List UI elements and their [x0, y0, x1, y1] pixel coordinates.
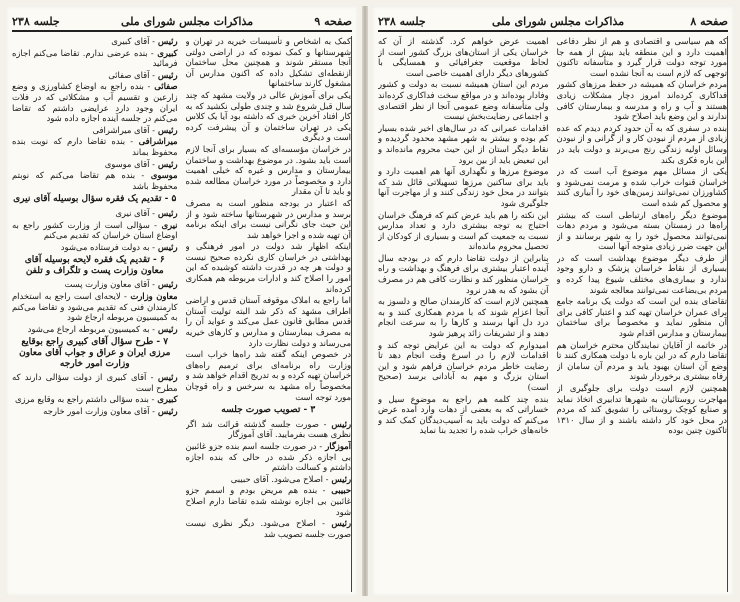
speaker-paragraph — [12, 36, 178, 47]
body-paragraph: مردم خراسان که همیشه در حفظ مرزهای کشور فداکاری کرده‌اند امروز دچار مشکلات زیادی هستند و آب و راه و مدرسه و بیمارستان کافی ندارند و این وضع باید اصلاح شود — [556, 79, 727, 122]
speaker-name: رئیس — [155, 241, 178, 252]
section-heading: ۵ - تقدیم یک فقره سؤال بوسیله آقای نیری — [13, 194, 177, 205]
speech-text: - صورت جلسه گذشته قرائت شد اگر نظری هست بفرمایید. آقای آموزگار — [185, 418, 351, 440]
speaker-paragraph — [186, 419, 352, 440]
speaker-name: رئیس — [155, 406, 178, 416]
speech-text: - آقای میراشرافی — [92, 124, 155, 135]
speaker-name: کبیری — [153, 47, 178, 58]
right-page-header — [378, 12, 728, 32]
speech-text: - آقای صفائی — [108, 69, 155, 80]
speech-text: - سؤالی است از وزارت کشور راجع به اوضاع استان خراسان که تقدیم می‌کنم — [12, 219, 178, 241]
speech-text: - آقای معاون وزارت پست — [64, 279, 155, 290]
text-column-right — [557, 36, 729, 592]
speaker-paragraph — [12, 136, 178, 157]
speaker-paragraph — [12, 242, 178, 253]
speaker-paragraph — [12, 208, 178, 219]
body-paragraph: بنده چند کلمه هم راجع به موضوع سیل و خساراتی که به بعضی از دهات وارد آمده عرض می‌کنم که دولت باید به آسیب‌دیدگان کمک کند و خانه‌های خراب شده را تجدید بنا نماید — [378, 393, 549, 436]
left-page-columns — [12, 36, 352, 592]
speaker-name: میراشرافی — [133, 136, 178, 147]
body-paragraph: اینکه اظهار شد دولت در امور فرهنگی و بهداشتی در خراسان کاری نکرده صحیح نیست و دولت هر چه در قدرت داشته کوشیده که این امور را اصلاح کند و ادارات مربوطه هم همکاری کرده‌اند — [185, 241, 351, 294]
page-title: مذاکرات مجلس شورای ملی — [491, 14, 625, 28]
section-heading: ۶ - تقدیم یک فقره لایحه بوسیله آقای معاون وزارت پست و تلگراف و تلفن — [24, 255, 165, 276]
speech-text: - اصلاح می‌شود. دیگر نظری نیست صورت جلسه تصویب شد — [185, 518, 351, 539]
speaker-name: معاون وزارت — [126, 291, 178, 302]
page-number: صفحه ۹ — [314, 14, 352, 28]
body-paragraph: اهمیت عرض خواهم کرد. گذشته از آن که خراسان یکی از استان‌های بزرگ کشور است از لحاظ موقعیت جغرافیائی و همسایگی با کشورهای دیگر دارای اهمیت خاصی است — [378, 36, 549, 78]
speaker-name: رئیس — [155, 36, 178, 46]
body-paragraph: اما راجع به املاک موقوفه آستان قدس و اراضی اطراف مشهد که ذکر شد البته تولیت آستان قدس مطابق قانون عمل می‌کند و عواید آن را به مصرف بیمارستان و مدارس و کارهای خیریه می‌رساند و دولت نظارت دارد — [185, 295, 351, 348]
body-paragraph: که هم سیاسی و اقتصادی و هم از نظر دفاعی اهمیت دارد و این منطقه باید بیش از همه جا مورد توجه دولت قرار گیرد و متأسفانه تاکنون توجهی که لازم است به آنجا نشده است — [556, 36, 727, 78]
speaker-name: کبیری — [154, 394, 178, 405]
speaker-paragraph — [12, 394, 178, 405]
speech-text: - بنده هم مریض بودم و اسمم جزو غائبین بی اجازه نوشته شده تقاضا دارم اصلاح شود — [185, 485, 351, 517]
speech-text: - به کمیسیون مربوطه ارجاع می‌شود — [27, 323, 155, 334]
body-paragraph: کمک به اشخاص و تأسیسات خیریه در تهران و شهرستانها و کمک نموده که در اراضی دولتی آنجا مستقر شوند و همچنین محل ساختمان ازنقطه‌ای تشکیل داده که اکنون مدارس آن مشغول کارند ساختمانها — [185, 36, 351, 89]
text-column-left — [378, 36, 549, 592]
speaker-paragraph — [12, 406, 178, 417]
speech-text: - بنده هم تقاضا می‌کنم که نوبتم محفوظ باشد — [12, 170, 178, 191]
speaker-paragraph — [186, 485, 352, 517]
speaker-name: صفائی — [150, 81, 178, 92]
speaker-paragraph — [186, 518, 352, 539]
body-paragraph: یکی از مسائل مهم موضوع آب است که در خراسان قنوات خراب شده و مرمت نمی‌شود و کشاورزان نمی‌توانند زمین‌های خود را آبیاری کنند و محصول کم شده است — [556, 166, 727, 208]
speaker-name: رئیس — [328, 473, 351, 484]
body-paragraph: اقدامات عمرانی که در سال‌های اخیر شده بسیار کم بوده و بیشتر به شهر مشهد محدود گردیده و نقاط دیگر استان از این حیث محروم مانده‌اند و این تبعیض باید از بین برود — [378, 122, 549, 165]
body-paragraph: موضوع دیگر راه‌های ارتباطی است که بیشتر راه‌ها در زمستان بسته می‌شود و مردم دهات نمی‌توانند محصول خود را به شهر برسانند و از این جهت ضرر زیادی متوجه آنها است — [556, 209, 727, 252]
section-heading: ۳ - تصویب صورت جلسه — [221, 405, 316, 416]
speaker-paragraph — [12, 324, 178, 335]
body-paragraph: بنده در سفری که به آن حدود کردم دیدم که عده زیادی از مردم از نبودن کار و از گرانی و از نبودن وسائل اولیه زندگی رنج می‌برند و دولت باید در این باره فکری بکند — [556, 122, 727, 165]
speech-text: - لایحه‌ای است راجع به استخدام کارمندان فنی که تقدیم می‌شود و تقاضا می‌کنم به کمیسیون مربوطه ارجاع شود — [12, 291, 178, 323]
speaker-paragraph — [12, 70, 178, 81]
speaker-paragraph — [12, 159, 178, 170]
left-page-header — [12, 12, 352, 32]
body-paragraph: یکی برای آموزش عالی در ولایت مشهد که چند سال قبل شروع شد و چندی طولی نکشید که به کار افتاد آخرین خبری که داشته بود آیا یک کلاس یکی در تهران ساختمان و آن پیشرفت کرده است و دیگری — [185, 89, 351, 143]
speech-text: - بنده سؤالی داشتم راجع به وقایع مرزی — [14, 394, 155, 405]
speaker-name: رئیس — [324, 518, 351, 529]
body-paragraph: همچنین لازم است دولت برای جلوگیری از مهاجرت روستائیان به شهرها تدابیری اتخاذ نماید و صنایع کوچک روستائی را تشویق کند که مردم در محل خود کار داشته باشند و از سال ۱۳۱۰ تاکنون چنین بوده — [556, 383, 727, 436]
speech-text: - آقای معاون وزارت امور خارجه — [43, 406, 155, 416]
right-page-columns — [378, 36, 728, 592]
body-paragraph: امیدوارم که دولت به این عرایض توجه کند و اقدامات لازم را در اسرع وقت انجام دهد تا رضایت خاطر مردم خراسان فراهم شود و این استان بزرگ و مهم به آبادانی برسد (صحیح است) — [378, 339, 549, 392]
speaker-paragraph — [12, 48, 178, 69]
body-paragraph: از طرف دیگر موضوع بهداشت است که در بسیاری از نقاط خراسان پزشک و دارو وجود ندارد و بیماری‌های مختلف شیوع پیدا کرده و مردم بی‌بضاعت نمی‌توانند معالجه شوند — [556, 252, 727, 295]
body-paragraph: این نکته را هم باید عرض کنم که فرهنگ خراسان احتیاج به توجه بیشتری دارد و تعداد مدارس نسبت به جمعیت کم است و بسیاری از کودکان از تحصیل محروم مانده‌اند — [378, 209, 549, 252]
session-number: جلسه ۲۳۸ — [12, 14, 60, 28]
speaker-paragraph — [12, 81, 178, 123]
page-number: صفحه ۸ — [690, 14, 728, 28]
speech-text: - آقای کبیری از دولت سؤالی دارند که مطرح است — [12, 372, 178, 393]
speaker-name: رئیس — [155, 69, 178, 80]
speaker-name: رئیس — [155, 279, 178, 290]
speaker-name: رئیس — [326, 418, 351, 429]
body-paragraph: که اعتبار در بودجه منظور است به مصرف برسد و مدارس در شهرستانها ساخته شود و از این حیث جای نگرانی نیست برای اینکه برنامه آن تهیه شده و اجرا خواهد شد — [185, 197, 351, 240]
speech-text: - آقای کبیری — [111, 36, 155, 46]
speech-text: - به دولت فرستاده می‌شود — [60, 241, 155, 252]
body-paragraph: همچنین لازم است که کارمندان صالح و دلسوز به آنجا اعزام شوند که با مردم همکاری کنند و به درد دل آنها برسند و کارها را به سرعت انجام دهند و از تشریفات زائد پرهیز شود — [378, 296, 549, 339]
session-number: جلسه ۲۳۸ — [378, 14, 426, 28]
speaker-paragraph — [12, 279, 178, 290]
speaker-paragraph — [12, 125, 178, 136]
body-paragraph: تقاضای بنده این است که دولت یک برنامه جامع برای عمران خراسان تهیه کند و اعتبار کافی برای آن منظور نماید و مخصوصاً برای ساختمان بیمارستان و مدارس اقدام شود — [556, 296, 727, 339]
body-paragraph: موضوع مرزها و نگهداری آنها هم اهمیت دارد و باید برای ساکنین مرزها تسهیلاتی قائل شد که بتوانند در محل خود زندگی کنند و از مهاجرت آنها جلوگیری شود — [378, 166, 549, 208]
body-paragraph: در خراسان مؤسسه‌ای که بسیار برای آنجا لازم است باید بشود. در موضوع بهداشت و ساختمان بیمارستان و مدارس و غیره که خیلی اهمیت دارد و مخصوصاً در مورد خراسان مطالعه شده و باید تا آن مقدار — [185, 143, 351, 197]
speech-text: - آقای موسوی — [104, 158, 155, 169]
body-paragraph: در خصوص اینکه گفته شد راه‌ها خراب است وزارت راه برنامه‌ای برای ترمیم راه‌های خراسان تهیه کرده و به تدریج اقدام خواهد شد و مخصوصاً راه مشهد به سرخس و راه قوچان مورد توجه است — [185, 349, 351, 402]
page-title: مذاکرات مجلس شورای ملی — [120, 14, 254, 28]
speaker-name: رئیس — [155, 323, 178, 334]
speaker-paragraph — [12, 291, 178, 323]
speech-text: - بنده عرضی ندارم. تقاضا می‌کنم اجازه فرمائید — [12, 47, 178, 69]
speaker-name: نیری — [156, 219, 178, 230]
left-page — [6, 6, 358, 596]
speech-text: - بنده راجع به اوضاع کشاورزی و وضع زارعین و تقسیم آب و مشکلاتی که در فلات ایران وجود دارد عرایضی داشتم که تقاضا می‌کنم در جلسه آینده اجازه داده شود — [12, 81, 178, 124]
speaker-paragraph — [186, 474, 352, 485]
speaker-name: رئیس — [155, 158, 178, 169]
body-paragraph: بنابراین از دولت تقاضا دارم که در بودجه سال آینده اعتبار بیشتری برای فرهنگ و بهداشت و راه خراسان منظور کند و نظارت کافی هم در مصرف آن بشود که به هدر نرود — [378, 252, 549, 295]
speaker-name: رئیس — [155, 207, 178, 218]
speaker-paragraph — [186, 441, 352, 473]
speaker-name: آموزگار — [322, 440, 351, 451]
speech-text: - آقای نیری — [115, 207, 155, 218]
speech-text: - در صورت جلسه اسم بنده جزو غائبین بی اجازه ذکر شده در حالی که بنده اجازه داشتم و کسالت داشتم — [185, 440, 351, 473]
speaker-name: رئیس — [155, 124, 178, 135]
text-column-left — [12, 36, 178, 592]
speaker-paragraph — [12, 220, 178, 241]
speaker-name: رئیس — [153, 372, 178, 383]
body-paragraph: مردم این استان همیشه نسبت به دولت و کشور وفادار بوده‌اند و در مواقع سخت فداکاری کرده‌اند ولی متأسفانه وضع عمومی آنجا از نظر اقتصادی و اجتماعی رضایت‌بخش نیست — [378, 79, 549, 122]
speaker-name: موسوی — [144, 170, 178, 181]
speaker-name: حبیبی — [325, 485, 352, 496]
text-column-right — [186, 36, 353, 592]
right-page — [372, 6, 734, 596]
book-gutter — [362, 6, 368, 596]
speech-text: - اصلاح می‌شود. آقای حبیبی — [230, 473, 329, 484]
speaker-paragraph — [12, 372, 178, 393]
speech-text: - بنده تقاضا دارم که نوبت بنده محفوظ بماند — [12, 136, 178, 157]
section-heading: ۷ - طرح سؤال آقای کبیری راجع بوقایع مرزی ایران و عراق و جواب آقای معاون وزارت امور خارجه — [19, 337, 171, 369]
body-paragraph: در خاتمه از آقایان نمایندگان محترم خراسان هم تقاضا دارم که در این باره با دولت همکاری کنند تا وضع آن استان بهبود یابد و مردم آن سامان از رفاه بیشتری برخوردار شوند — [556, 339, 727, 382]
speaker-paragraph — [12, 170, 178, 191]
